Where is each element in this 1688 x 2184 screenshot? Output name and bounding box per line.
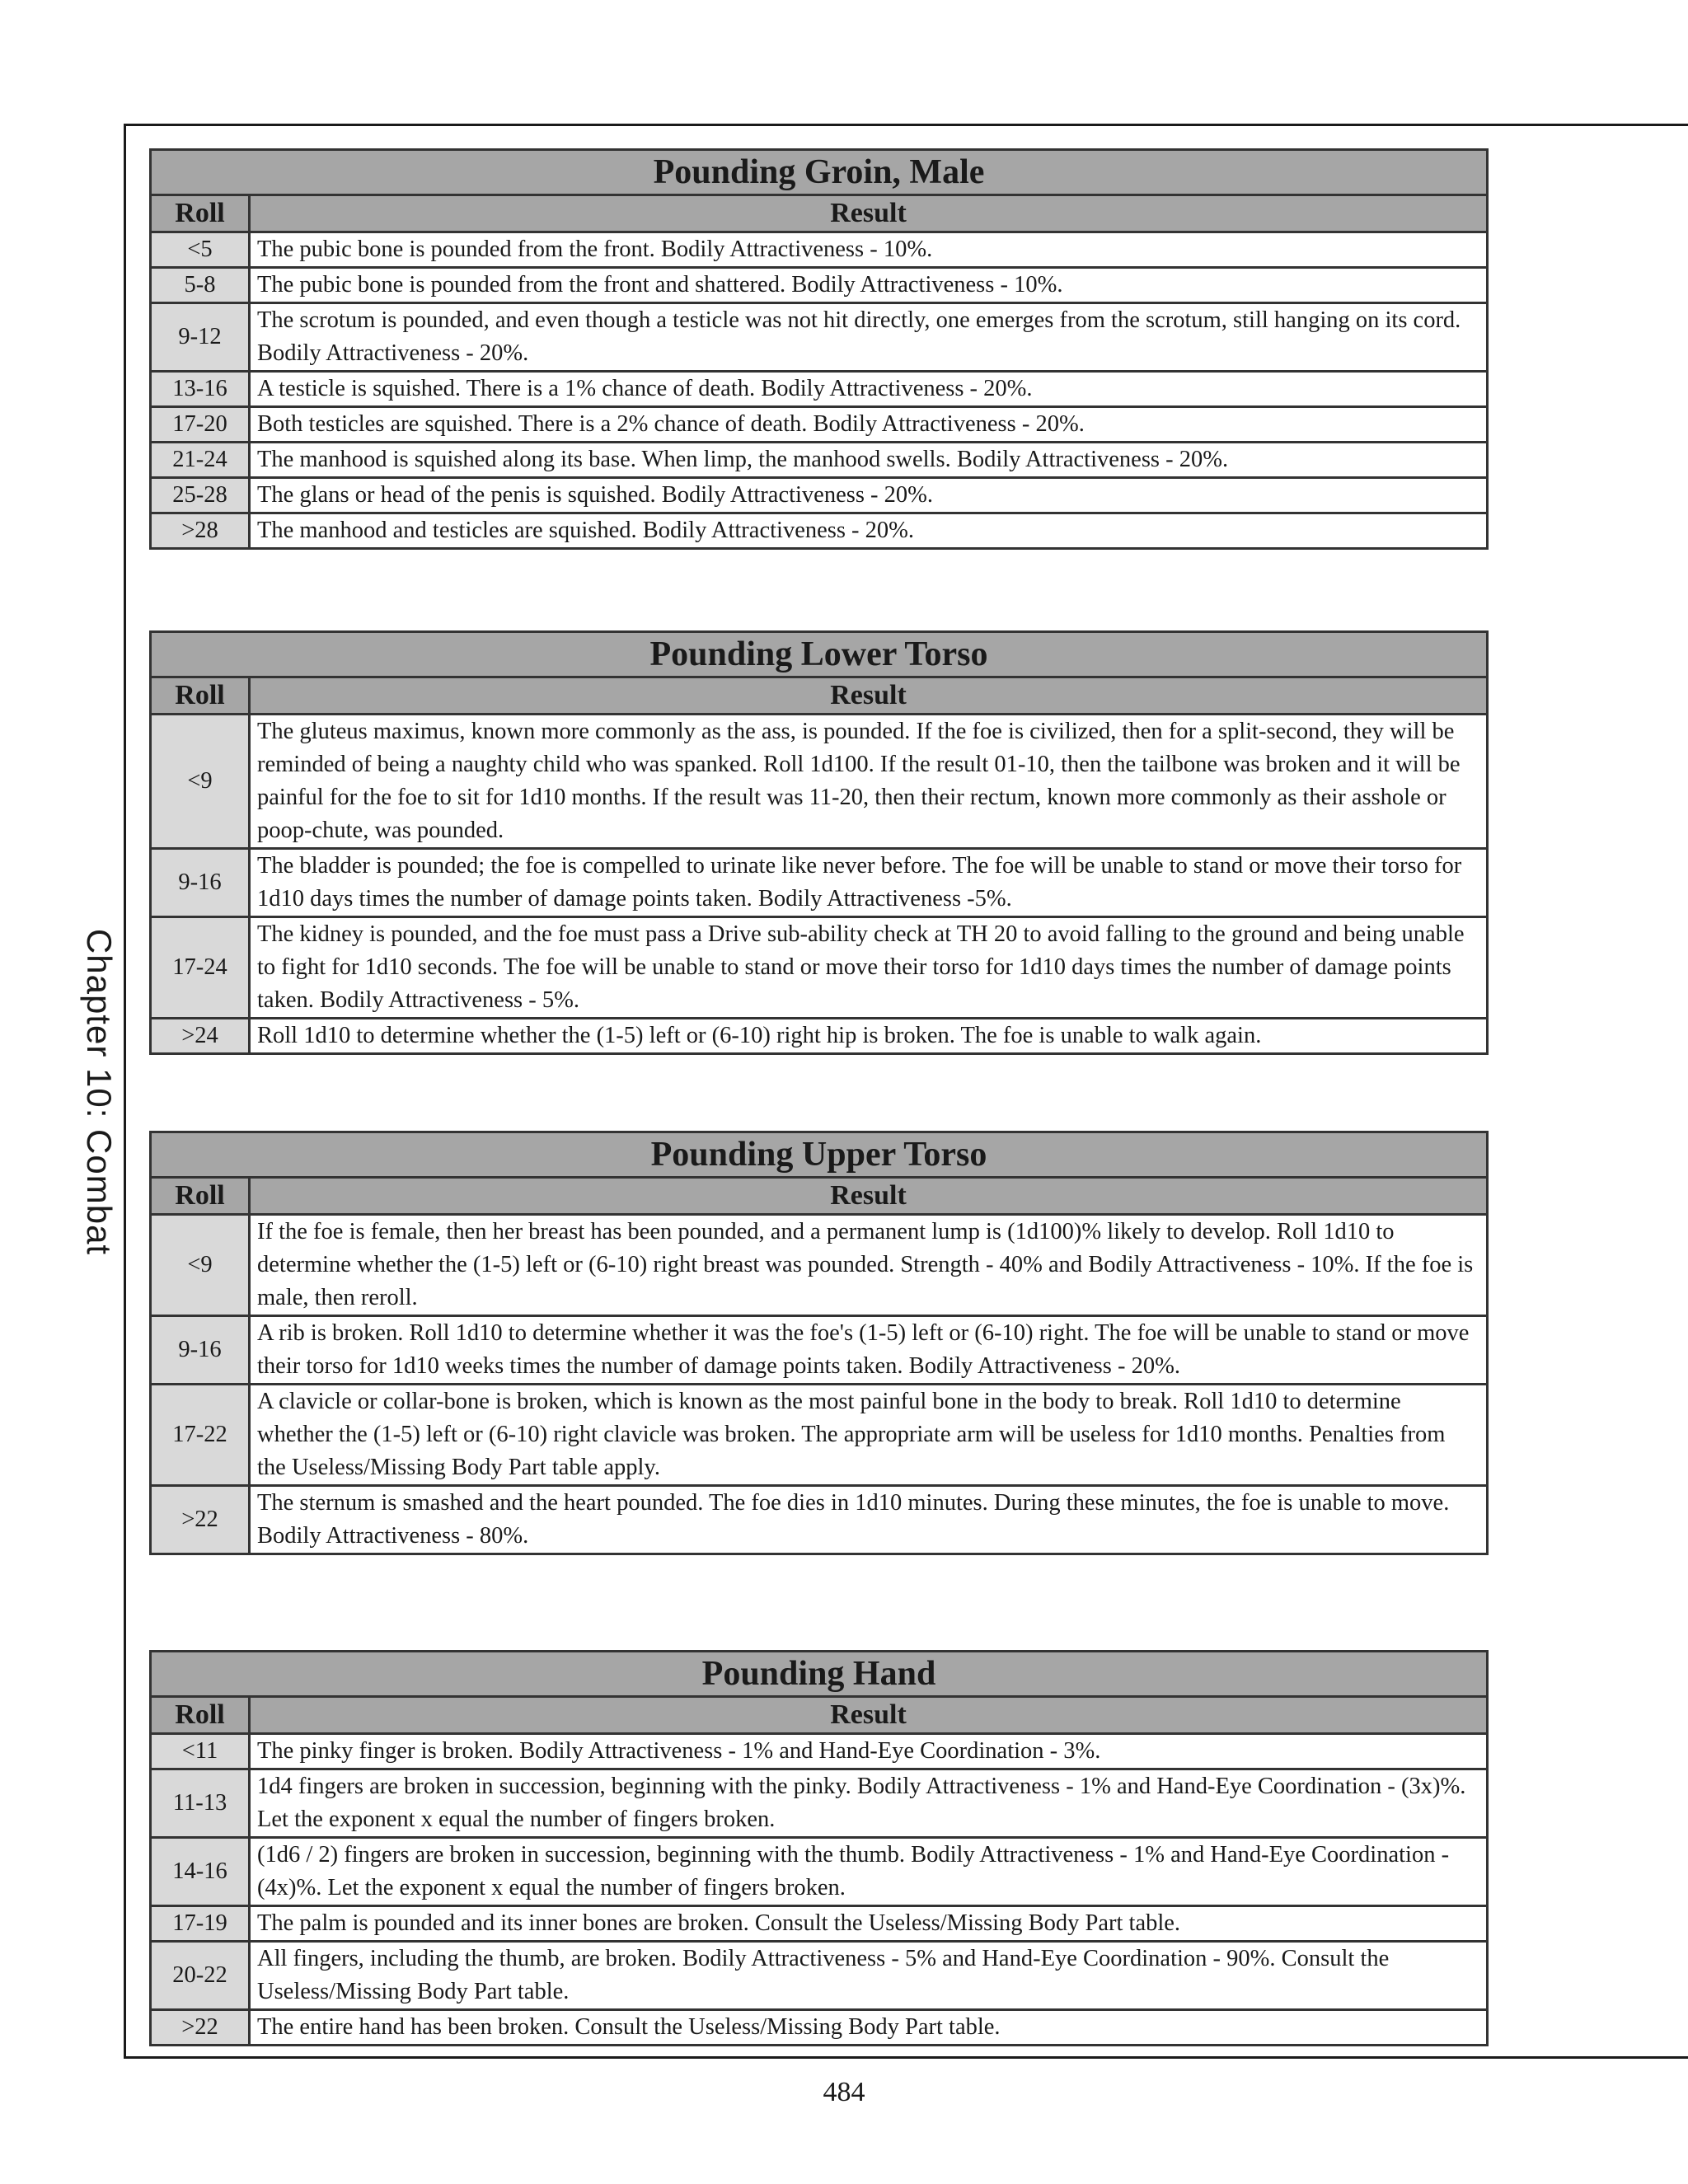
result-cell: (1d6 / 2) fingers are broken in succession, beginning with the thumb. Bodily Attractiveness - 1% and Hand-Eye Coordination - (4x)%. Let the exponent x equal the number of fingers broken. <box>250 1838 1488 1906</box>
table-title: Pounding Groin, Male <box>151 150 1488 195</box>
roll-cell: 17-24 <box>151 917 250 1019</box>
table-row <box>151 407 1488 443</box>
column-header-roll: Roll <box>151 677 250 715</box>
table-title: Pounding Lower Torso <box>151 632 1488 677</box>
table-row <box>151 1385 1488 1486</box>
roll-cell: 20-22 <box>151 1942 250 2010</box>
roll-cell: 11-13 <box>151 1769 250 1838</box>
result-cell: The pubic bone is pounded from the front and shattered. Bodily Attractiveness - 10%. <box>250 268 1488 303</box>
roll-cell: >22 <box>151 1486 250 1554</box>
result-cell: A clavicle or collar-bone is broken, which is known as the most painful bone in the body to break. Roll 1d10 to determine whether the (1-5) left or (6-10) right clavicle was broken. The appropriate arm will be useless for 1d10 months. Penalties from the Useless/Missing Body Part table apply. <box>250 1385 1488 1486</box>
page-frame-bottom-rule <box>124 2056 1688 2059</box>
result-cell: The scrotum is pounded, and even though a testicle was not hit directly, one emerges from the scrotum, still hanging on its cord. Bodily Attractiveness - 20%. <box>250 303 1488 372</box>
table-row <box>151 1316 1488 1385</box>
table-row <box>151 849 1488 917</box>
result-cell: The sternum is smashed and the heart pounded. The foe dies in 1d10 minutes. During these minutes, the foe is unable to move. Bodily Attractiveness - 80%. <box>250 1486 1488 1554</box>
page-frame-left-rule <box>124 124 126 2056</box>
roll-cell: 17-20 <box>151 407 250 443</box>
roll-cell: 13-16 <box>151 372 250 407</box>
table-row <box>151 1906 1488 1942</box>
column-header-roll: Roll <box>151 1178 250 1215</box>
table-row <box>151 917 1488 1019</box>
table-row <box>151 303 1488 372</box>
result-cell: The manhood is squished along its base. When limp, the manhood swells. Bodily Attractiveness - 20%. <box>250 443 1488 478</box>
roll-cell: 17-22 <box>151 1385 250 1486</box>
table-row <box>151 372 1488 407</box>
table-row <box>151 1769 1488 1838</box>
table-title: Pounding Upper Torso <box>151 1132 1488 1178</box>
table-row <box>151 513 1488 549</box>
table-pounding-groin-male <box>149 148 1489 550</box>
table-row <box>151 715 1488 849</box>
table-pounding-lower-torso <box>149 630 1489 1055</box>
roll-cell: >24 <box>151 1019 250 1054</box>
result-cell: All fingers, including the thumb, are broken. Bodily Attractiveness - 5% and Hand-Eye Coordination - 90%. Consult the Useless/Missing Body Part table. <box>250 1942 1488 2010</box>
result-cell: Both testicles are squished. There is a 2% chance of death. Bodily Attractiveness - 20%. <box>250 407 1488 443</box>
roll-cell: 14-16 <box>151 1838 250 1906</box>
table-row <box>151 1838 1488 1906</box>
result-cell: The entire hand has been broken. Consult the Useless/Missing Body Part table. <box>250 2010 1488 2046</box>
column-header-roll: Roll <box>151 195 250 232</box>
result-cell: The gluteus maximus, known more commonly as the ass, is pounded. If the foe is civilized, then for a split-second, they will be reminded of being a naughty child who was spanked. Roll 1d100. If the result 01-10, then the tailbone was broken and it will be painful for the foe to sit for 1d10 months. If the result was 11-20, then their rectum, known more commonly as their asshole or poop-chute, was pounded. <box>250 715 1488 849</box>
roll-cell: >28 <box>151 513 250 549</box>
table-pounding-hand <box>149 1650 1489 2046</box>
page-frame-top-rule <box>124 124 1688 126</box>
roll-cell: 5-8 <box>151 268 250 303</box>
result-cell: The manhood and testicles are squished. Bodily Attractiveness - 20%. <box>250 513 1488 549</box>
roll-cell: <9 <box>151 1215 250 1316</box>
result-cell: If the foe is female, then her breast has been pounded, and a permanent lump is (1d100)% likely to develop. Roll 1d10 to determine whether the (1-5) left or (6-10) right breast was pounded. Strength - 40% and Bodily Attractiveness - 10%. If the foe is male, then reroll. <box>250 1215 1488 1316</box>
result-cell: The kidney is pounded, and the foe must pass a Drive sub-ability check at TH 20 to avoid falling to the ground and being unable to fight for 1d10 seconds. The foe will be unable to stand or move their torso for 1d10 days times the number of damage points taken. Bodily Attractiveness - 5%. <box>250 917 1488 1019</box>
roll-cell: 9-12 <box>151 303 250 372</box>
result-cell: A rib is broken. Roll 1d10 to determine whether it was the foe's (1-5) left or (6-10) right. The foe will be unable to stand or move their torso for 1d10 weeks times the number of damage points taken. Bodily Attractiveness - 20%. <box>250 1316 1488 1385</box>
result-cell: The palm is pounded and its inner bones are broken. Consult the Useless/Missing Body Part table. <box>250 1906 1488 1942</box>
column-header-roll: Roll <box>151 1697 250 1734</box>
result-cell: The bladder is pounded; the foe is compelled to urinate like never before. The foe will be unable to stand or move their torso for 1d10 days times the number of damage points taken. Bodily Attractiveness -5%. <box>250 849 1488 917</box>
table-title: Pounding Hand <box>151 1652 1488 1697</box>
roll-cell: 21-24 <box>151 443 250 478</box>
table-row <box>151 443 1488 478</box>
table-row <box>151 478 1488 513</box>
table-row <box>151 1734 1488 1769</box>
roll-cell: 17-19 <box>151 1906 250 1942</box>
roll-cell: <11 <box>151 1734 250 1769</box>
result-cell: Roll 1d10 to determine whether the (1-5) left or (6-10) right hip is broken. The foe is unable to walk again. <box>250 1019 1488 1054</box>
table-pounding-upper-torso <box>149 1131 1489 1555</box>
result-cell: The glans or head of the penis is squished. Bodily Attractiveness - 20%. <box>250 478 1488 513</box>
table-row <box>151 268 1488 303</box>
column-header-result: Result <box>250 195 1488 232</box>
column-header-result: Result <box>250 1697 1488 1734</box>
chapter-label: Chapter 10: Combat <box>80 928 119 1256</box>
result-cell: A testicle is squished. There is a 1% chance of death. Bodily Attractiveness - 20%. <box>250 372 1488 407</box>
table-row <box>151 1019 1488 1054</box>
roll-cell: <9 <box>151 715 250 849</box>
table-row <box>151 1486 1488 1554</box>
roll-cell: 25-28 <box>151 478 250 513</box>
table-row <box>151 1942 1488 2010</box>
roll-cell: 9-16 <box>151 849 250 917</box>
table-row <box>151 232 1488 268</box>
roll-cell: >22 <box>151 2010 250 2046</box>
roll-cell: 9-16 <box>151 1316 250 1385</box>
page-number: 484 <box>823 2077 865 2107</box>
table-row <box>151 2010 1488 2046</box>
table-row <box>151 1215 1488 1316</box>
result-cell: The pinky finger is broken. Bodily Attractiveness - 1% and Hand-Eye Coordination - 3%. <box>250 1734 1488 1769</box>
roll-cell: <5 <box>151 232 250 268</box>
column-header-result: Result <box>250 1178 1488 1215</box>
column-header-result: Result <box>250 677 1488 715</box>
result-cell: The pubic bone is pounded from the front. Bodily Attractiveness - 10%. <box>250 232 1488 268</box>
result-cell: 1d4 fingers are broken in succession, beginning with the pinky. Bodily Attractiveness - 1% and Hand-Eye Coordination - (3x)%. Let the exponent x equal the number of fingers broken. <box>250 1769 1488 1838</box>
